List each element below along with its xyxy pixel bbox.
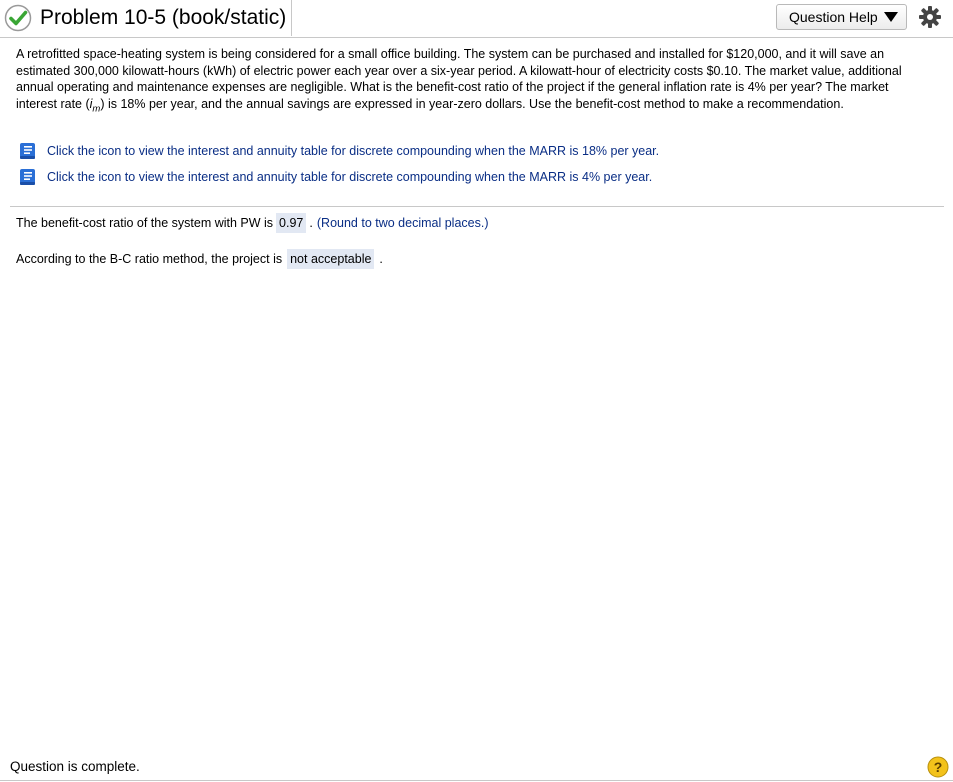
answer2-period: . [379,252,383,266]
question-help-button[interactable] [776,4,907,30]
question-help-label: Question Help [789,9,878,25]
title-area [4,0,292,36]
problem-text-part2: ) is 18% per year, and the annual savings are expressed in year-zero dollars. Use the benefit-cost method to make a recommendation. [100,96,844,111]
page-title: Problem 10-5 (book/static) [40,6,287,29]
problem-text-part1: A retrofitted space-heating system is being considered for a small office building. The system can be purchased and installed for $120,000, and it will save an estimated 300,000 kilowatt-hours (kWh) of electric power each year over a six-year period. A kilowatt-hour of electricity costs $0.10. The market value, additional annual operating and maintenance expenses are negligible. What is the benefit-cost ratio of the project if the general inflation rate is 4% per year? The market interest rate ( [16,47,902,111]
problem-statement [16,46,926,118]
question-mark-icon[interactable] [927,756,949,778]
completion-status: Question is complete. [10,759,140,774]
footer-divider [0,780,953,781]
content-divider [10,206,944,207]
answer1-period: . [309,216,313,230]
answer1-prompt: The benefit-cost ratio of the system with PW is [16,216,274,230]
gear-icon[interactable] [918,5,942,29]
answer-row-bc-ratio [16,212,488,234]
recommendation-answer[interactable]: not acceptable [287,249,374,269]
problem-variable: i [89,96,93,111]
table-link-4-text[interactable]: Click the icon to view the interest and annuity table for discrete compounding when the MARR is 4% per year. [47,169,653,184]
book-icon[interactable] [18,167,38,187]
checkmark-icon [4,4,32,32]
bc-ratio-answer[interactable]: 0.97 [276,213,306,233]
caret-down-icon [884,12,898,22]
table-link-4[interactable] [18,164,926,190]
answer2-prompt: According to the B-C ratio method, the project is [16,252,283,266]
answer-row-recommendation [16,248,383,270]
problem-variable-subscript: m [92,103,101,114]
question-content [16,46,926,190]
header [0,0,953,37]
svg-text:?: ? [933,759,943,775]
table-link-18[interactable] [18,138,926,164]
header-divider [0,37,953,38]
rounding-hint: (Round to two decimal places.) [316,216,489,230]
book-icon[interactable] [18,141,38,161]
table-link-18-text[interactable]: Click the icon to view the interest and annuity table for discrete compounding when the MARR is 18% per year. [47,143,660,158]
table-links [16,138,926,190]
